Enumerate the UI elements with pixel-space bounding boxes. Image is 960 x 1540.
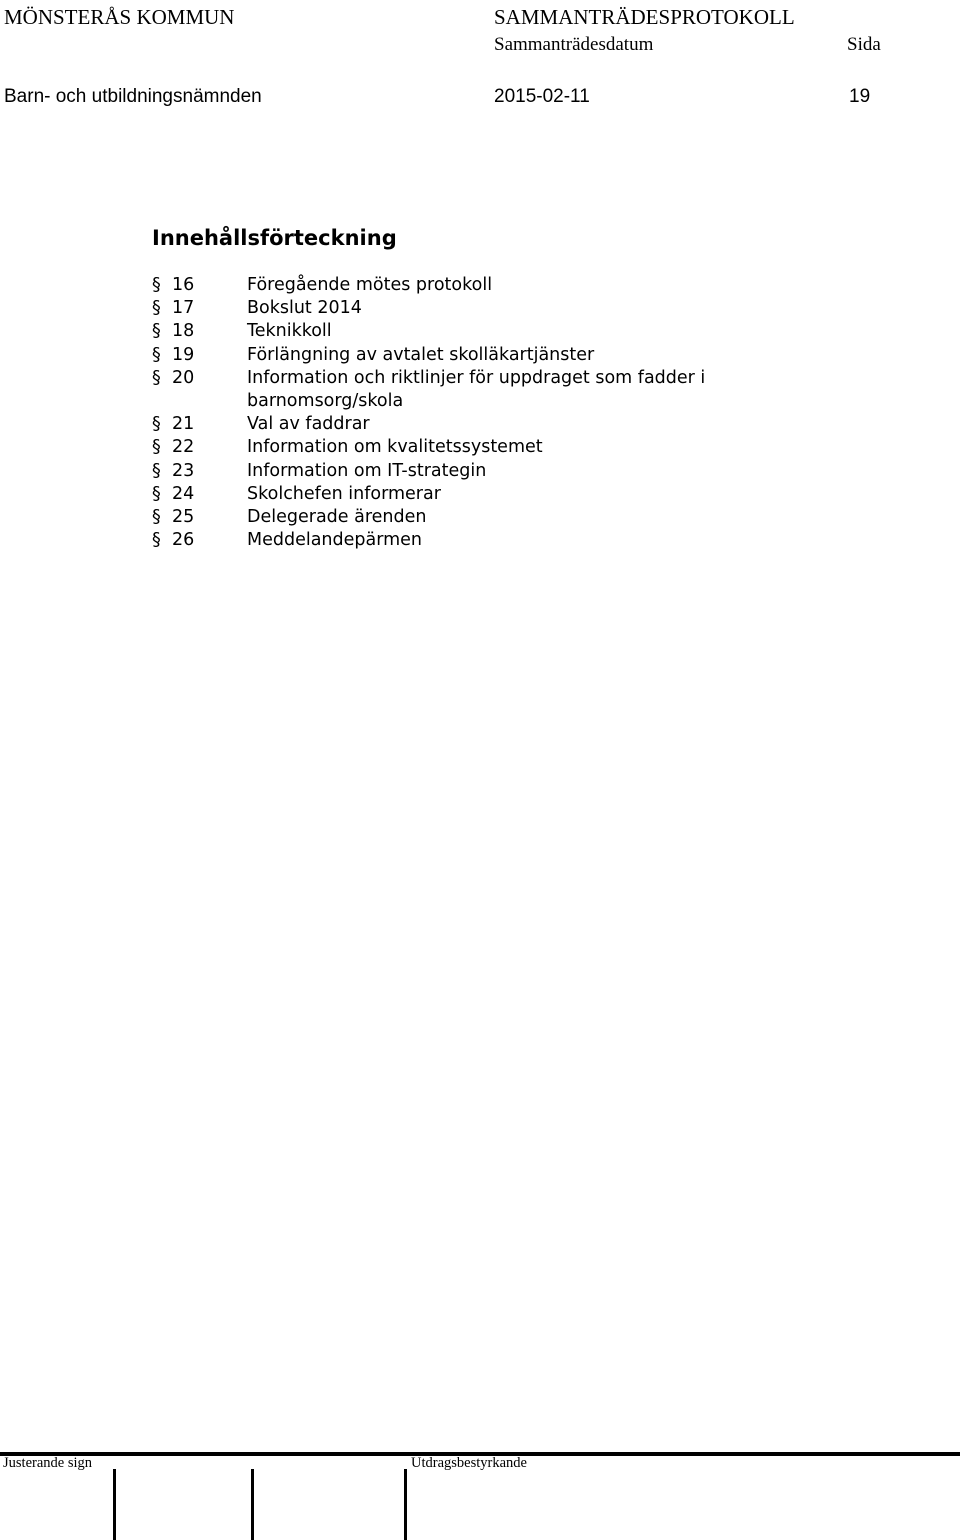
section-sign: § — [152, 530, 161, 551]
toc-item — [152, 436, 852, 459]
meeting-date-label: Sammanträdesdatum — [494, 34, 654, 55]
toc-item-text: Bokslut 2014 — [247, 298, 362, 319]
toc-item-number: 20 — [172, 367, 195, 388]
section-sign: § — [152, 460, 161, 481]
section-sign: § — [152, 414, 161, 435]
toc-item-text: Information och riktlinjer för uppdraget som fadder i barnomsorg/skola — [247, 367, 706, 412]
toc-item — [152, 483, 852, 506]
toc-item-text: Information om IT-strategin — [247, 460, 487, 481]
toc-item-text: Teknikkoll — [247, 321, 332, 342]
section-sign: § — [152, 321, 161, 342]
toc-item-number: 22 — [172, 437, 195, 458]
toc-item — [152, 460, 852, 483]
section-sign: § — [152, 298, 161, 319]
toc-item — [152, 274, 852, 297]
certification-label: Utdragsbestyrkande — [411, 1455, 527, 1471]
toc-list — [152, 274, 852, 552]
organization-name: MÖNSTERÅS KOMMUN — [4, 5, 235, 29]
section-sign: § — [152, 275, 161, 295]
toc-item-text: Information om kvalitetssystemet — [247, 437, 543, 458]
signature-box-divider — [404, 1469, 407, 1540]
signature-label: Justerande sign — [3, 1455, 92, 1471]
toc-item-number: 16 — [172, 275, 195, 295]
toc-item-number: 25 — [172, 507, 195, 528]
signature-box-divider — [113, 1469, 116, 1540]
toc-item — [152, 297, 852, 320]
toc-item-text: Förlängning av avtalet skolläkartjänster — [247, 344, 595, 365]
section-sign: § — [152, 483, 161, 504]
toc-item-number: 24 — [172, 483, 195, 504]
section-sign: § — [152, 507, 161, 528]
section-sign: § — [152, 344, 161, 365]
page-label: Sida — [847, 34, 881, 55]
toc-item-text: Skolchefen informerar — [247, 483, 441, 504]
document-type: SAMMANTRÄDESPROTOKOLL — [494, 5, 795, 29]
toc-item-number: 26 — [172, 530, 195, 551]
section-sign: § — [152, 437, 161, 458]
toc-item — [152, 320, 852, 343]
toc-item — [152, 344, 852, 367]
toc-item — [152, 529, 852, 552]
section-sign: § — [152, 367, 161, 388]
toc-item — [152, 506, 852, 529]
toc-item-number: 23 — [172, 460, 195, 481]
committee-name: Barn- och utbildningsnämnden — [4, 86, 262, 107]
meeting-date: 2015-02-11 — [494, 86, 590, 107]
toc-item-text: Delegerade ärenden — [247, 507, 427, 528]
toc-title: Innehållsförteckning — [152, 226, 397, 250]
toc-item-number: 17 — [172, 298, 195, 319]
toc-item — [152, 367, 852, 413]
toc-item-text: Föregående mötes protokoll — [247, 275, 493, 295]
page-number: 19 — [849, 86, 871, 107]
toc-item — [152, 413, 852, 436]
toc-item-number: 18 — [172, 321, 195, 342]
toc-item-number: 19 — [172, 344, 195, 365]
signature-box-divider — [251, 1469, 254, 1540]
toc-item-text: Meddelandepärmen — [247, 530, 423, 551]
toc-item-text: Val av faddrar — [247, 414, 370, 435]
toc-item-number: 21 — [172, 414, 195, 435]
